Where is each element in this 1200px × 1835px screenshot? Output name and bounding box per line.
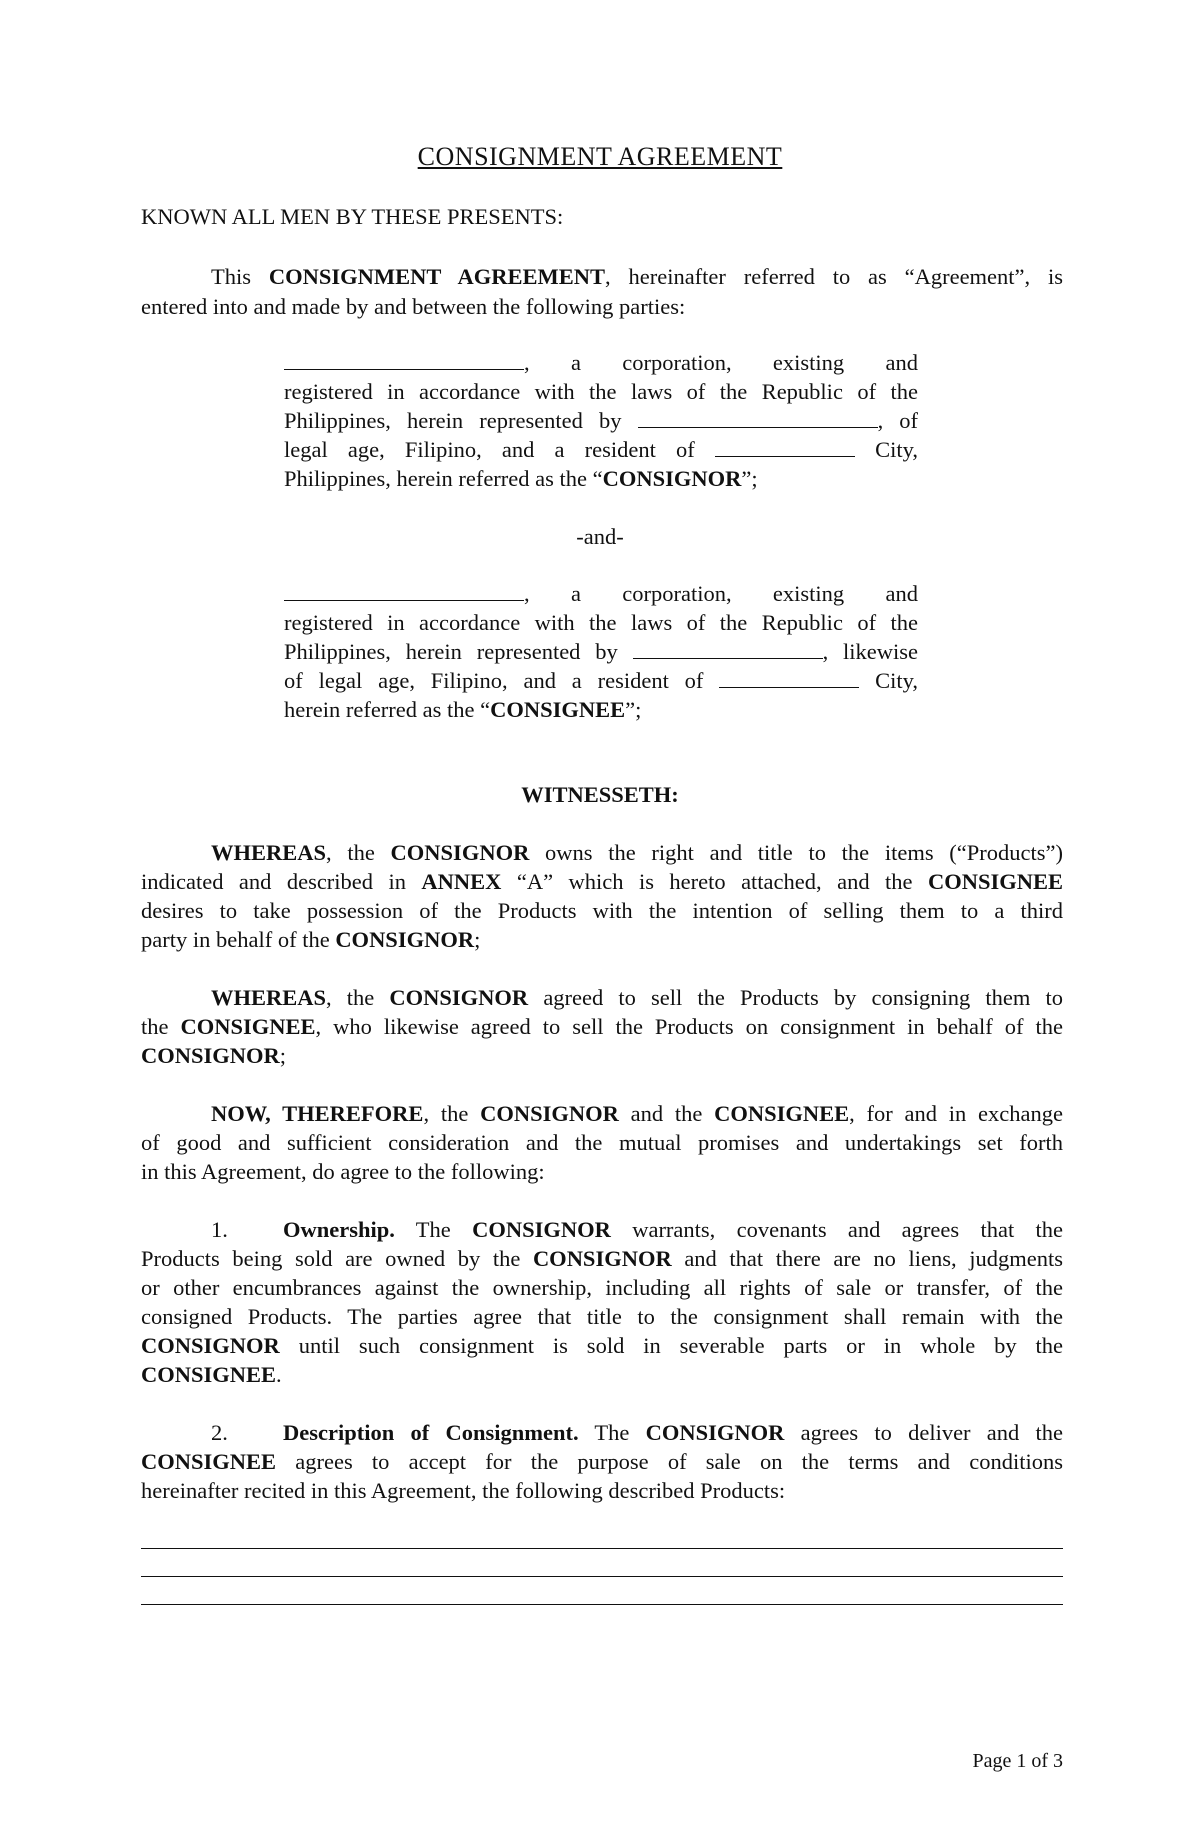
party2-line-5: herein referred as the “CONSIGNEE”;	[284, 697, 642, 722]
product-description-blank-line	[141, 1576, 1063, 1577]
whereas1-line-3: desires to take possession of the Products with the intention of selling them to a third	[141, 898, 1063, 923]
now-therefore-line-1: NOW, THEREFORE, the CONSIGNOR and the CONSIGNEE, for and in exchange	[211, 1101, 1063, 1126]
now-therefore-line-3: in this Agreement, do agree to the following:	[141, 1159, 545, 1184]
party2-line-1: , a corporation, existing and	[284, 579, 918, 609]
party1-line-1: , a corporation, existing and	[284, 348, 918, 378]
party1-city-blank	[715, 436, 855, 457]
party1-representative-blank	[638, 407, 878, 428]
party1-line-4: legal age, Filipino, and a resident of City,	[284, 437, 919, 462]
known-all-men-line: KNOWN ALL MEN BY THESE PRESENTS:	[141, 204, 564, 229]
section2-line-3: hereinafter recited in this Agreement, the following described Products:	[141, 1478, 786, 1503]
party2-line-3: Philippines, herein represented by , likewise	[284, 639, 919, 664]
section2-line-2: CONSIGNEE agrees to accept for the purpose of sale on the terms and conditions	[141, 1449, 1063, 1474]
now-therefore-line-2: of good and sufficient consideration and the mutual promises and undertakings set forth	[141, 1130, 1063, 1155]
party1-name-blank	[284, 349, 524, 370]
section2-line-1: 2. Description of Consignment. The CONSIGNOR agrees to deliver and the	[141, 1418, 1063, 1448]
party2-name-blank	[284, 580, 524, 601]
section1-line-6: CONSIGNEE.	[141, 1362, 282, 1387]
party1-line-3: Philippines, herein represented by , of	[284, 408, 919, 433]
whereas1-line-4: party in behalf of the CONSIGNOR;	[141, 927, 481, 952]
party2-line-2: registered in accordance with the laws of the Republic of the	[284, 610, 918, 635]
party1-line-2: registered in accordance with the laws of the Republic of the	[284, 379, 918, 404]
product-description-blank-line	[141, 1604, 1063, 1605]
section1-number: 1.	[211, 1217, 228, 1242]
whereas1-line-1: WHEREAS, the CONSIGNOR owns the right and title to the items (“Products”)	[211, 840, 1063, 865]
whereas1-line-2: indicated and described in ANNEX “A” which is hereto attached, and the CONSIGNEE	[141, 869, 1063, 894]
page-number: Page 1 of 3	[972, 1750, 1063, 1772]
party2-line-4: of legal age, Filipino, and a resident of City,	[284, 668, 919, 693]
party2-representative-blank	[633, 638, 823, 659]
section1-line-4: consigned Products. The parties agree that title to the consignment shall remain with the	[141, 1304, 1063, 1329]
section1-line-5: CONSIGNOR until such consignment is sold in severable parts or in whole by the	[141, 1333, 1063, 1358]
intro-line-2: entered into and made by and between the following parties:	[141, 294, 686, 319]
section1-line-2: Products being sold are owned by the CONSIGNOR and that there are no liens, judgments	[141, 1246, 1063, 1271]
section1-line-3: or other encumbrances against the ownership, including all rights of sale or transfer, of the	[141, 1275, 1063, 1300]
and-separator: -and-	[576, 524, 624, 549]
party2-city-blank	[719, 667, 859, 688]
party1-line-5: Philippines, herein referred as the “CONSIGNOR”;	[284, 466, 758, 491]
section2-number: 2.	[211, 1420, 228, 1445]
document-title: CONSIGNMENT AGREEMENT	[417, 142, 783, 171]
whereas2-line-3: CONSIGNOR;	[141, 1043, 287, 1068]
section1-line-1: 1. Ownership. The CONSIGNOR warrants, covenants and agrees that the	[141, 1215, 1063, 1245]
product-description-blank-line	[141, 1548, 1063, 1549]
whereas2-line-2: the CONSIGNEE, who likewise agreed to sell the Products on consignment in behalf of the	[141, 1014, 1063, 1039]
intro-line-1: This CONSIGNMENT AGREEMENT, hereinafter referred to as “Agreement”, is	[211, 264, 1063, 289]
witnesseth-heading: WITNESSETH:	[521, 782, 679, 807]
whereas2-line-1: WHEREAS, the CONSIGNOR agreed to sell the Products by consigning them to	[211, 985, 1063, 1010]
